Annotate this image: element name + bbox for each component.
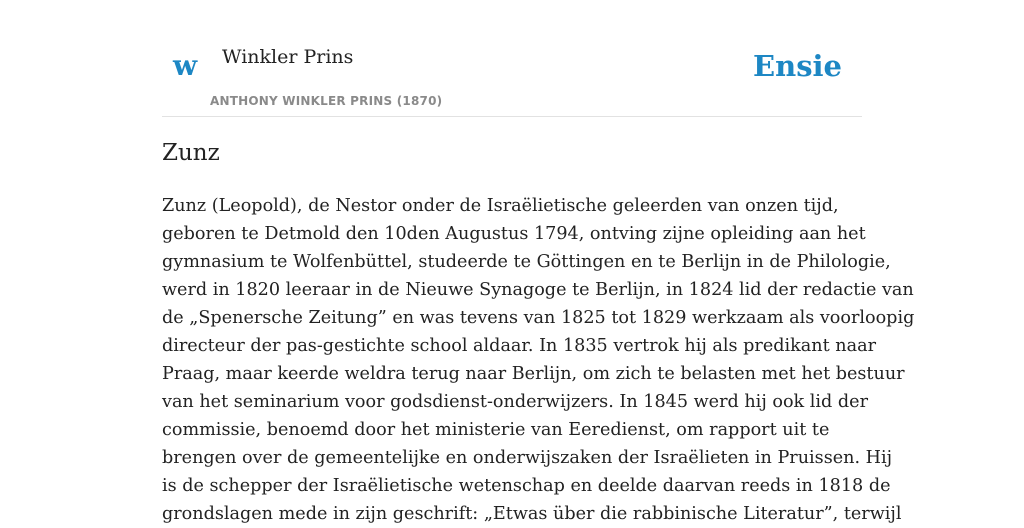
article-line: van het seminarium voor godsdienst-onderwijzers. In 1845 werd hij ook lid der xyxy=(162,392,868,412)
article-line: werd in 1820 leeraar in de Nieuwe Synagoge te Berlijn, in 1824 lid der redactie van xyxy=(162,280,914,300)
article-line: commissie, benoemd door het ministerie van Eeredienst, om rapport uit te xyxy=(162,420,830,440)
source-subtitle: ANTHONY WINKLER PRINS (1870) xyxy=(210,94,443,108)
ensie-logo-link[interactable]: Ensie xyxy=(753,49,842,83)
article-line: gymnasium te Wolfenbüttel, studeerde te Göttingen en te Berlijn in de Philologie, xyxy=(162,252,891,272)
article-title: Zunz xyxy=(162,140,220,166)
article-line: de „Spenersche Zeitung” en was tevens van 1825 tot 1829 werkzaam als voorloopig xyxy=(162,308,915,328)
article-line: brengen over de gemeentelijke en onderwijszaken der Israëlieten in Pruissen. Hij xyxy=(162,448,893,468)
article-line: Praag, maar keerde weldra terug naar Berlijn, om zich te belasten met het bestuur xyxy=(162,364,905,384)
source-title-link[interactable]: Winkler Prins xyxy=(222,46,354,68)
header xyxy=(162,0,862,117)
article-line: geboren te Detmold den 10den Augustus 1794, ontving zijne opleiding aan het xyxy=(162,224,866,244)
article-line: directeur der pas-gestichte school aldaar. In 1835 vertrok hij als predikant naar xyxy=(162,336,876,356)
article-line: Zunz (Leopold), de Nestor onder de Israëlietische geleerden van onzen tijd, xyxy=(162,196,839,216)
source-logo-icon[interactable]: w xyxy=(173,49,198,82)
article-line: is de schepper der Israëlietische wetenschap en deelde daarvan reeds in 1818 de xyxy=(162,476,891,496)
article-body xyxy=(162,192,915,528)
article-line: grondslagen mede in zijn geschrift: „Etwas über die rabbinische Literatur”, terwijl xyxy=(162,504,902,524)
